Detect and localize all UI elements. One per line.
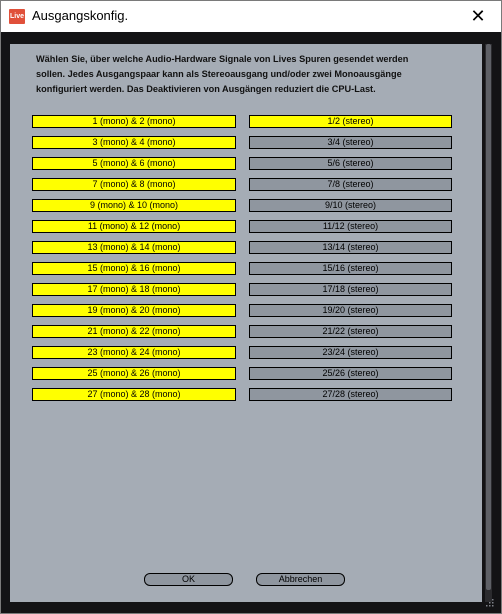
- description-line: Wählen Sie, über welche Audio-Hardware Signale von Lives Spuren gesendet werden: [36, 54, 409, 64]
- mono-output-toggle[interactable]: 3 (mono) & 4 (mono): [32, 136, 236, 149]
- mono-output-toggle[interactable]: 5 (mono) & 6 (mono): [32, 157, 236, 170]
- config-panel: [10, 44, 482, 602]
- mono-output-toggle[interactable]: 7 (mono) & 8 (mono): [32, 178, 236, 191]
- mono-output-toggle[interactable]: 1 (mono) & 2 (mono): [32, 115, 236, 128]
- mono-output-toggle[interactable]: 19 (mono) & 20 (mono): [32, 304, 236, 317]
- mono-output-toggle[interactable]: 9 (mono) & 10 (mono): [32, 199, 236, 212]
- mono-output-toggle[interactable]: 25 (mono) & 26 (mono): [32, 367, 236, 380]
- stereo-output-toggle[interactable]: 15/16 (stereo): [249, 262, 452, 275]
- stereo-output-toggle[interactable]: 25/26 (stereo): [249, 367, 452, 380]
- stereo-output-toggle[interactable]: 1/2 (stereo): [249, 115, 452, 128]
- cancel-button[interactable]: Abbrechen: [256, 573, 345, 586]
- mono-output-toggle[interactable]: 23 (mono) & 24 (mono): [32, 346, 236, 359]
- ableton-live-icon: Live: [9, 9, 25, 24]
- stereo-output-toggle[interactable]: 17/18 (stereo): [249, 283, 452, 296]
- stereo-output-toggle[interactable]: 19/20 (stereo): [249, 304, 452, 317]
- title-bar[interactable]: [1, 1, 501, 32]
- stereo-output-toggle[interactable]: 23/24 (stereo): [249, 346, 452, 359]
- dialog-frame: [1, 32, 501, 613]
- stereo-output-toggle[interactable]: 11/12 (stereo): [249, 220, 452, 233]
- stereo-output-toggle[interactable]: 13/14 (stereo): [249, 241, 452, 254]
- description-line: konfiguriert werden. Das Deaktivieren von Ausgängen reduziert die CPU-Last.: [36, 84, 376, 94]
- vertical-scrollbar[interactable]: [485, 44, 492, 602]
- resize-grip-icon[interactable]: [484, 597, 494, 607]
- stereo-output-toggle[interactable]: 5/6 (stereo): [249, 157, 452, 170]
- ok-button[interactable]: OK: [144, 573, 233, 586]
- mono-output-toggle[interactable]: 21 (mono) & 22 (mono): [32, 325, 236, 338]
- mono-output-toggle[interactable]: 13 (mono) & 14 (mono): [32, 241, 236, 254]
- description-text: [36, 52, 466, 97]
- stereo-output-toggle[interactable]: 3/4 (stereo): [249, 136, 452, 149]
- mono-output-toggle[interactable]: 27 (mono) & 28 (mono): [32, 388, 236, 401]
- description-line: sollen. Jedes Ausgangspaar kann als Stereoausgang und/oder zwei Monoausgänge: [36, 69, 402, 79]
- stereo-output-toggle[interactable]: 9/10 (stereo): [249, 199, 452, 212]
- window-title: Ausgangskonfig.: [32, 8, 129, 23]
- stereo-output-toggle[interactable]: 7/8 (stereo): [249, 178, 452, 191]
- mono-output-toggle[interactable]: 11 (mono) & 12 (mono): [32, 220, 236, 233]
- stereo-output-toggle[interactable]: 27/28 (stereo): [249, 388, 452, 401]
- scrollbar-thumb[interactable]: [486, 44, 491, 590]
- close-button[interactable]: ✕: [470, 6, 486, 26]
- mono-output-toggle[interactable]: 15 (mono) & 16 (mono): [32, 262, 236, 275]
- mono-output-toggle[interactable]: 17 (mono) & 18 (mono): [32, 283, 236, 296]
- stereo-output-toggle[interactable]: 21/22 (stereo): [249, 325, 452, 338]
